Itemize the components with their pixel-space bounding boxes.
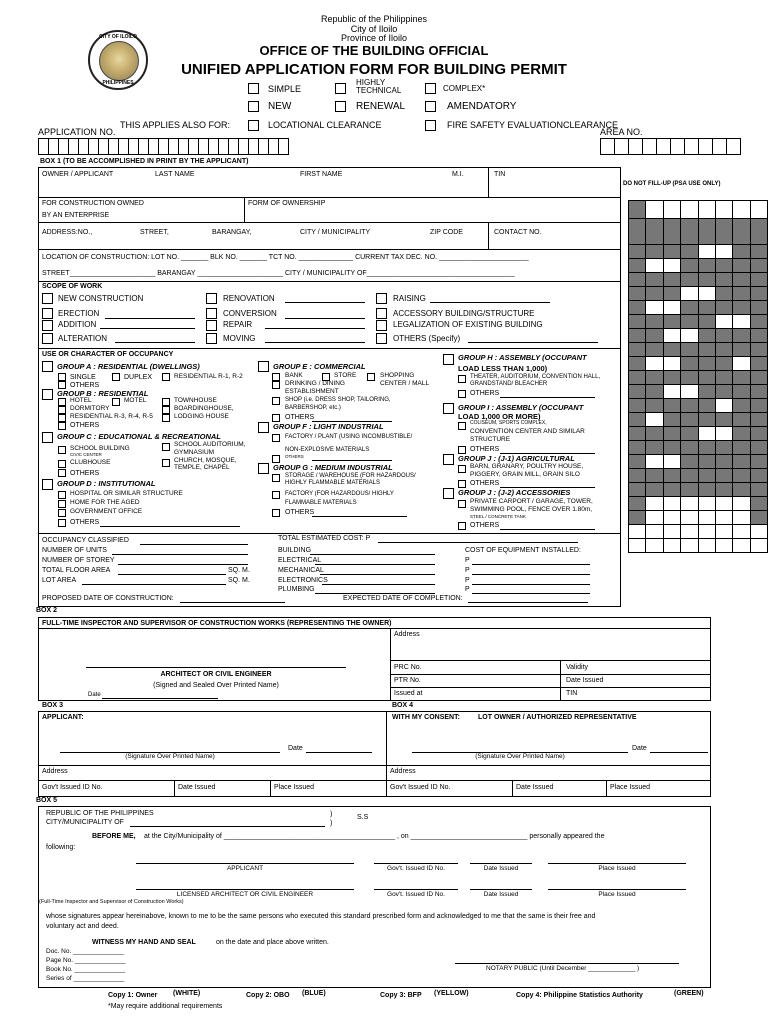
residential-r12-checkbox[interactable] bbox=[162, 373, 170, 381]
box3-signature-label: (Signature Over Printed Name) bbox=[125, 753, 215, 760]
convention-label: CONVENTION CENTER AND SIMILAR bbox=[470, 428, 585, 435]
boardinghouse-label: BOARDINGHOUSE, bbox=[174, 405, 234, 412]
temple-label: TEMPLE, CHAPEL bbox=[174, 464, 230, 471]
box5-place-issued-label-1: Place Issued bbox=[598, 865, 636, 872]
group-j2-others-label: OTHERS bbox=[470, 522, 500, 529]
conversion-checkbox[interactable] bbox=[206, 308, 217, 319]
gymnasium-label: GYMNASIUM bbox=[174, 449, 215, 456]
renovation-label: RENOVATION bbox=[223, 294, 275, 303]
floor-area-sqm: SQ. M. bbox=[228, 567, 250, 574]
legalization-label: LEGALIZATION OF EXISTING BUILDING bbox=[393, 320, 543, 329]
group-j2-label: GROUP J : (J-2) ACCESSORIES bbox=[458, 488, 571, 497]
flammable-label: FLAMMABLE MATERIALS bbox=[285, 500, 357, 506]
area-no-label: AREA NO. bbox=[600, 127, 643, 137]
complex-checkbox[interactable] bbox=[425, 83, 436, 94]
group-a-others-label: OTHERS bbox=[70, 382, 100, 389]
group-j1-others-checkbox[interactable] bbox=[458, 480, 466, 488]
group-g-checkbox[interactable] bbox=[258, 463, 269, 474]
highly-technical-checkbox[interactable] bbox=[335, 83, 346, 94]
factory-plant-checkbox[interactable] bbox=[272, 434, 280, 442]
renewal-checkbox[interactable] bbox=[335, 101, 346, 112]
carport-checkbox[interactable] bbox=[458, 500, 466, 508]
voluntary-text: voluntary act and deed. bbox=[46, 923, 119, 930]
group-e-others-label: OTHERS bbox=[285, 414, 315, 421]
copy1-color: (WHITE) bbox=[173, 990, 201, 997]
box4-label: BOX 4 bbox=[392, 702, 414, 709]
box5-date-issued-label-1: Date Issued bbox=[483, 865, 519, 872]
residential-r345-checkbox[interactable] bbox=[58, 414, 66, 422]
load-1000-label: LOAD 1,000 OR MORE) bbox=[458, 412, 541, 421]
copy2-label: Copy 2: OBO bbox=[246, 992, 290, 999]
city-municipality-label: CITY / MUNICIPALITY bbox=[300, 229, 371, 236]
equipment-p2: P bbox=[465, 567, 470, 574]
box5-label: BOX 5 bbox=[36, 797, 58, 804]
alteration-label: ALTERATION bbox=[58, 334, 108, 343]
barn-label: BARN, GRANARY, POULTRY HOUSE, bbox=[470, 463, 584, 470]
box5-govt-id-label-2: Gov't. Issued ID No. bbox=[387, 891, 445, 898]
group-j1-checkbox[interactable] bbox=[443, 454, 454, 465]
architect-label: ARCHITECT OR CIVIL ENGINEER bbox=[160, 671, 272, 678]
single-checkbox[interactable] bbox=[58, 373, 66, 381]
copy4-label: Copy 4: Philippine Statistics Authority bbox=[516, 992, 643, 999]
less-than-1000-label: LOAD LESS THAN 1,000) bbox=[458, 364, 548, 373]
additional-requirements-note: *May require additional requirements bbox=[108, 1003, 223, 1010]
boardinghouse-checkbox[interactable] bbox=[162, 406, 170, 414]
group-c-others-label: OTHERS bbox=[70, 470, 100, 477]
by-enterprise-label: BY AN ENTERPRISE bbox=[42, 212, 110, 219]
group-d-label: GROUP D : INSTITUTIONAL bbox=[57, 479, 156, 488]
group-i-others-checkbox[interactable] bbox=[458, 446, 466, 454]
amendatory-label: AMENDATORY bbox=[447, 101, 517, 112]
hotel-label: HOTEL bbox=[70, 397, 92, 404]
steel-tank-label: STEEL / CONCRETE TANK bbox=[470, 514, 526, 519]
applies-also-label: THIS APPLIES ALSO FOR: bbox=[120, 120, 231, 130]
hospital-label: HOSPITAL OR SIMILAR STRUCTURE bbox=[70, 490, 183, 497]
box5-place-issued-label-2: Place Issued bbox=[598, 891, 636, 898]
storage-label: STORAGE / WAREHOUSE (FOR HAZARDOUS/ bbox=[285, 473, 416, 479]
conversion-label: CONVERSION bbox=[223, 309, 277, 318]
group-i-others-label: OTHERS bbox=[470, 446, 500, 453]
school-auditorium-label: SCHOOL AUDITORIUM, bbox=[174, 441, 246, 448]
box5-paren2: ) bbox=[330, 820, 333, 827]
clubhouse-label: CLUBHOUSE bbox=[70, 459, 111, 466]
raising-checkbox[interactable] bbox=[376, 293, 387, 304]
school-building-checkbox[interactable] bbox=[58, 446, 66, 454]
shopping-label: SHOPPING bbox=[380, 372, 415, 379]
amendatory-checkbox[interactable] bbox=[425, 101, 436, 112]
grandstand-label: GRANDSTAND/ BLEACHER bbox=[470, 381, 548, 387]
single-label: SINGLE bbox=[70, 374, 96, 381]
theater-label: THEATER, AUDITORIUM, CONVENTION HALL, bbox=[470, 374, 601, 380]
group-b-others-checkbox[interactable] bbox=[58, 422, 66, 430]
ptr-no-label: PTR No. bbox=[394, 677, 421, 684]
shopping-checkbox[interactable] bbox=[367, 373, 375, 381]
home-aged-checkbox[interactable] bbox=[58, 500, 66, 508]
clubhouse-checkbox[interactable] bbox=[58, 460, 66, 468]
legalization-checkbox[interactable] bbox=[376, 320, 387, 331]
erection-checkbox[interactable] bbox=[42, 308, 53, 319]
new-construction-checkbox[interactable] bbox=[42, 293, 53, 304]
box5-applicant-label: APPLICANT bbox=[226, 865, 264, 872]
seal-top-text: CITY OF ILOILO bbox=[99, 34, 137, 40]
copy4-color: (GREEN) bbox=[674, 990, 704, 997]
copy1-label: Copy 1: Owner bbox=[108, 992, 158, 999]
electrical-label: ELECTRICAL bbox=[278, 557, 322, 564]
coliseum-checkbox[interactable] bbox=[458, 422, 466, 430]
group-f-others-label: OTHERS bbox=[285, 454, 304, 459]
box5-republic: REPUBLIC OF THE PHILIPPINES bbox=[46, 810, 154, 817]
total-cost-label: TOTAL ESTIMATED COST: P bbox=[278, 535, 371, 542]
prc-no-label: PRC No. bbox=[394, 664, 422, 671]
validity-label: Validity bbox=[566, 664, 589, 671]
box2-date-issued-label: Date Issued bbox=[566, 677, 604, 684]
factory-hazardous-label: FACTORY (FOR HAZARDOUS/ HIGHLY bbox=[285, 491, 394, 497]
townhouse-checkbox[interactable] bbox=[162, 398, 170, 406]
group-d-others-checkbox[interactable] bbox=[58, 519, 66, 527]
scope-title: SCOPE OF WORK bbox=[42, 283, 103, 290]
erection-label: ERECTION bbox=[58, 309, 100, 318]
drinking-checkbox[interactable] bbox=[272, 381, 280, 389]
box3-govt-id-label: Gov't Issued ID No. bbox=[42, 784, 103, 791]
group-j1-label: GROUP J : (J-1) AGRICULTURAL bbox=[458, 454, 575, 463]
motel-checkbox[interactable] bbox=[112, 398, 120, 406]
box2-date-label: Date bbox=[88, 692, 101, 698]
locational-checkbox[interactable] bbox=[248, 120, 259, 131]
duplex-label: DUPLEX bbox=[124, 374, 153, 381]
for-construction-label: FOR CONSTRUCTION OWNED bbox=[42, 200, 144, 207]
location-line2: STREET______________________ BARANGAY ______________________ CITY / MUNICIPALITY OF______________________________________ bbox=[42, 270, 515, 277]
group-i-checkbox[interactable] bbox=[443, 403, 454, 414]
psa-grid bbox=[628, 200, 768, 553]
group-e-label: GROUP E : COMMERCIAL bbox=[273, 362, 366, 371]
box5-paren1: ) bbox=[330, 811, 333, 818]
repair-checkbox[interactable] bbox=[206, 320, 217, 331]
civic-center-label: CIVIC CENTER bbox=[70, 452, 102, 457]
theater-checkbox[interactable] bbox=[458, 375, 466, 383]
highly-technical-label: HIGHLY TECHNICAL bbox=[356, 78, 402, 96]
equipment-p4: P bbox=[465, 586, 470, 593]
number-storey-label: NUMBER OF STOREY bbox=[42, 557, 115, 564]
equipment-p3: P bbox=[465, 577, 470, 584]
group-h-others-checkbox[interactable] bbox=[458, 390, 466, 398]
mechanical-label: MECHANICAL bbox=[278, 567, 324, 574]
box3-label: BOX 3 bbox=[42, 702, 64, 709]
establishment-label: ESTABLISHMENT bbox=[285, 388, 339, 395]
bank-label: BANK bbox=[285, 372, 303, 379]
hospital-checkbox[interactable] bbox=[58, 491, 66, 499]
addition-label: ADDITION bbox=[58, 320, 97, 329]
lot-area-sqm: SQ. M. bbox=[228, 577, 250, 584]
box4-signature-label: (Signature Over Printed Name) bbox=[475, 753, 565, 760]
shop-checkbox[interactable] bbox=[272, 397, 280, 405]
full-time-inspector-label: (Full-Time Inspector and Supervisor of Construction Works) bbox=[39, 899, 184, 905]
group-b-label: GROUP B : RESIDENTIAL bbox=[57, 389, 149, 398]
signed-sealed-label: (Signed and Sealed Over Printed Name) bbox=[153, 682, 279, 689]
fire-safety-label: FIRE SAFETY EVALUATIONCLEARANCE bbox=[447, 120, 619, 130]
mi-label: M.I. bbox=[452, 171, 464, 178]
store-label: STORE bbox=[334, 372, 357, 379]
occupancy-classified-label: OCCUPANCY CLASSIFIED bbox=[42, 537, 129, 544]
application-no-boxes[interactable] bbox=[38, 138, 289, 155]
group-g-others-label: OTHERS bbox=[285, 509, 315, 516]
application-no-label: APPLICATION NO. bbox=[38, 127, 116, 137]
box4-date-label: Date bbox=[632, 745, 647, 752]
moving-checkbox[interactable] bbox=[206, 333, 217, 344]
moving-label: MOVING bbox=[223, 334, 256, 343]
others-specify-label: OTHERS (Specify) bbox=[393, 334, 461, 343]
address-no-label: ADDRESS:NO., bbox=[42, 229, 93, 236]
equipment-cost-label: COST OF EQUIPMENT INSTALLED: bbox=[465, 547, 581, 554]
church-label: CHURCH, MOSQUE, bbox=[174, 457, 237, 464]
new-label: NEW bbox=[268, 101, 292, 112]
expected-date-label: EXPECTED DATE OF COMPLETION: bbox=[343, 595, 463, 602]
bank-checkbox[interactable] bbox=[272, 373, 280, 381]
first-name-label: FIRST NAME bbox=[300, 171, 343, 178]
licensed-architect-label: LICENSED ARCHITECT OR CIVIL ENGINEER bbox=[176, 891, 314, 898]
renovation-checkbox[interactable] bbox=[206, 293, 217, 304]
carport-label: PRIVATE CARPORT / GARAGE, TOWER, bbox=[470, 498, 593, 505]
before-me-text: at the City/Municipality of ____________________________________________ , on ______________________________ personally appeared the bbox=[144, 833, 605, 840]
header-office: OFFICE OF THE BUILDING OFFICIAL bbox=[259, 43, 489, 58]
seal-bottom-text: PHILIPPINES bbox=[102, 80, 134, 86]
form-ownership-label: FORM OF OWNERSHIP bbox=[248, 200, 326, 207]
building-label: BUILDING bbox=[278, 547, 312, 554]
box5-govt-id-label-1: Gov't. Issued ID No. bbox=[387, 865, 445, 872]
group-c-others-checkbox[interactable] bbox=[58, 469, 66, 477]
group-d-others-label: OTHERS bbox=[70, 519, 100, 526]
motel-label: MOTEL bbox=[124, 397, 147, 404]
group-j2-checkbox[interactable] bbox=[443, 488, 454, 499]
coliseum-label: COLISEUM, SPORTS COMPLEX, bbox=[470, 420, 547, 426]
group-g-others-checkbox[interactable] bbox=[272, 509, 280, 517]
owner-applicant-label: OWNER / APPLICANT bbox=[42, 171, 114, 178]
barangay-label: BARANGAY, bbox=[212, 229, 252, 236]
dormitory-checkbox[interactable] bbox=[58, 406, 66, 414]
lot-owner-label: LOT OWNER / AUTHORIZED REPRESENTATIVE bbox=[478, 714, 637, 721]
occupancy-title: USE OR CHARACTER OF OCCUPANCY bbox=[42, 351, 174, 358]
government-office-label: GOVERNMENT OFFICE bbox=[70, 508, 143, 515]
zip-code-label: ZIP CODE bbox=[430, 229, 463, 236]
group-a-checkbox[interactable] bbox=[42, 361, 53, 372]
group-b-checkbox[interactable] bbox=[42, 389, 53, 400]
residential-r12-label: RESIDENTIAL R-1, R-2 bbox=[174, 373, 243, 380]
accessory-label: ACCESSORY BUILDING/STRUCTURE bbox=[393, 309, 535, 318]
storage-checkbox[interactable] bbox=[272, 474, 280, 482]
box3-place-issued-label: Place Issued bbox=[274, 784, 315, 791]
box2-address-label: Address bbox=[394, 631, 420, 638]
group-e-checkbox[interactable] bbox=[258, 361, 269, 372]
box5-city: CITY/MUNICIPALITY OF bbox=[46, 819, 124, 826]
townhouse-label: TOWNHOUSE bbox=[174, 397, 217, 404]
box3-address-label: Address bbox=[42, 768, 68, 775]
tin-label: TIN bbox=[494, 171, 506, 178]
barbershop-label: BARBERSHOP, etc.) bbox=[285, 405, 341, 411]
box2-title: FULL-TIME INSPECTOR AND SUPERVISOR OF CONSTRUCTION WORKS (REPRESENTING THE OWNER) bbox=[42, 620, 392, 627]
piggery-label: PIGGERY, GRAIN MILL, GRAIN SILO bbox=[470, 471, 580, 478]
dormitory-label: DORMITORY bbox=[70, 405, 110, 412]
doc-no-label: Doc. No. ______________ bbox=[46, 948, 124, 955]
non-explosive-label: NON-EXPLOSIVE MATERIALS bbox=[285, 447, 370, 453]
plumbing-label: PLUMBING bbox=[278, 586, 315, 593]
box2-tin-label: TIN bbox=[566, 690, 578, 697]
group-i-label: GROUP I : ASSEMBLY (OCCUPANT bbox=[458, 403, 584, 412]
factory-plant-label: FACTORY / PLANT (USING INCOMBUSTIBLE/ bbox=[285, 434, 413, 440]
box4-date-issued-label: Date Issued bbox=[516, 784, 554, 791]
new-construction-label: NEW CONSTRUCTION bbox=[58, 294, 144, 303]
seal-emblem bbox=[99, 41, 139, 81]
center-mall-label: CENTER / MALL bbox=[380, 380, 430, 387]
government-office-checkbox[interactable] bbox=[58, 509, 66, 517]
swimming-label: SWIMMING POOL, FENCE OVER 1.80m, bbox=[470, 506, 593, 513]
group-f-label: GROUP F : LIGHT INDUSTRIAL bbox=[273, 422, 384, 431]
issued-at-label: Issued at bbox=[394, 690, 423, 697]
proposed-date-label: PROPOSED DATE OF CONSTRUCTION: bbox=[42, 595, 174, 602]
locational-label: LOCATIONAL CLEARANCE bbox=[268, 120, 382, 130]
box5-ss: S.S bbox=[357, 814, 369, 821]
fire-safety-checkbox[interactable] bbox=[425, 120, 436, 131]
school-building-label: SCHOOL BUILDING bbox=[70, 445, 130, 452]
group-b-others-label: OTHERS bbox=[70, 422, 100, 429]
simple-label: SIMPLE bbox=[268, 84, 302, 94]
lodging-label: LODGING HOUSE bbox=[174, 413, 229, 420]
contact-no-label: CONTACT NO. bbox=[494, 229, 542, 236]
header-republic: Republic of the Philippines bbox=[320, 14, 428, 24]
drinking-label: DRINKING / DINING bbox=[285, 380, 345, 387]
notary-public-label: NOTARY PUBLIC (Until December _____________ ) bbox=[486, 965, 640, 972]
complex-label: COMPLEX* bbox=[443, 84, 486, 93]
total-floor-area-label: TOTAL FLOOR AREA bbox=[42, 567, 111, 574]
addition-checkbox[interactable] bbox=[42, 320, 53, 331]
form-title: UNIFIED APPLICATION FORM FOR BUILDING PERMIT bbox=[181, 61, 567, 78]
accessory-checkbox[interactable] bbox=[376, 308, 387, 319]
group-a-label: GROUP A : RESIDENTIAL (DWELLINGS) bbox=[57, 362, 200, 371]
duplex-checkbox[interactable] bbox=[112, 373, 120, 381]
copy3-label: Copy 3: BFP bbox=[380, 992, 422, 999]
renewal-label: RENEWAL bbox=[356, 101, 406, 112]
group-f-checkbox[interactable] bbox=[258, 422, 269, 433]
box4-govt-id-label: Gov't Issued ID No. bbox=[390, 784, 451, 791]
alteration-checkbox[interactable] bbox=[42, 333, 53, 344]
group-e-others-checkbox[interactable] bbox=[272, 414, 280, 422]
electronics-label: ELECTRONICS bbox=[278, 577, 328, 584]
group-h-checkbox[interactable] bbox=[443, 354, 454, 365]
before-me-label: BEFORE ME, bbox=[92, 833, 136, 840]
street-label: STREET, bbox=[140, 229, 169, 236]
equipment-p1: P bbox=[465, 557, 470, 564]
following-label: following: bbox=[46, 844, 76, 851]
group-j2-others-checkbox[interactable] bbox=[458, 522, 466, 530]
barn-checkbox[interactable] bbox=[458, 465, 466, 473]
box4-address-label: Address bbox=[390, 768, 416, 775]
last-name-label: LAST NAME bbox=[155, 171, 195, 178]
factory-hazardous-checkbox[interactable] bbox=[272, 491, 280, 499]
psa-use-only-label: DO NOT FILL-UP (PSA USE ONLY) bbox=[623, 181, 721, 187]
box3-date-issued-label: Date Issued bbox=[178, 784, 216, 791]
witness-label: WITNESS MY HAND AND SEAL bbox=[92, 939, 196, 946]
header-city: City of Iloilo bbox=[350, 24, 398, 34]
group-h-others-label: OTHERS bbox=[470, 390, 500, 397]
church-checkbox[interactable] bbox=[162, 459, 170, 467]
lot-area-label: LOT AREA bbox=[42, 577, 77, 584]
lodging-checkbox[interactable] bbox=[162, 414, 170, 422]
box2-label: BOX 2 bbox=[36, 607, 58, 614]
group-c-label: GROUP C : EDUCATIONAL & RECREATIONAL bbox=[57, 432, 221, 441]
new-checkbox[interactable] bbox=[248, 101, 259, 112]
consent-label: WITH MY CONSENT: bbox=[392, 714, 460, 721]
group-d-checkbox[interactable] bbox=[42, 479, 53, 490]
city-seal-logo bbox=[88, 30, 148, 90]
simple-checkbox[interactable] bbox=[248, 83, 259, 94]
school-auditorium-checkbox[interactable] bbox=[162, 443, 170, 451]
location-line1: LOCATION OF CONSTRUCTION: LOT NO. _______ BLK NO. _______ TCT NO. ______________ CURRENT TAX DEC. NO. _______________________ bbox=[42, 254, 529, 261]
group-h-label: GROUP H : ASSEMBLY (OCCUPANT bbox=[458, 353, 587, 362]
group-f-others-checkbox[interactable] bbox=[272, 455, 280, 463]
structure-label: STRUCTURE bbox=[470, 436, 511, 443]
header-province: Province of Iloilo bbox=[340, 33, 408, 43]
raising-label: RAISING bbox=[393, 294, 426, 303]
shop-label: SHOP (i.e. DRESS SHOP, TAILORING, bbox=[285, 397, 391, 403]
area-no-boxes[interactable] bbox=[600, 138, 741, 155]
group-a-others-checkbox[interactable] bbox=[58, 381, 66, 389]
witness-rest-text: on the date and place above written. bbox=[216, 939, 329, 946]
book-no-label: Book No. ______________ bbox=[46, 966, 126, 973]
group-g-label: GROUP G : MEDIUM INDUSTRIAL bbox=[273, 463, 393, 472]
residential-r345-label: RESIDENTIAL R-3, R-4, R-5 bbox=[70, 413, 153, 420]
page-no-label: Page No. ______________ bbox=[46, 957, 126, 964]
repair-label: REPAIR bbox=[223, 320, 253, 329]
group-j1-others-label: OTHERS bbox=[470, 480, 500, 487]
group-c-checkbox[interactable] bbox=[42, 432, 53, 443]
box3-date-label: Date bbox=[288, 745, 303, 752]
box1-title: BOX 1 (TO BE ACCOMPLISHED IN PRINT BY THE APPLICANT) bbox=[40, 158, 249, 165]
hotel-checkbox[interactable] bbox=[58, 398, 66, 406]
copy3-color: (YELLOW) bbox=[434, 990, 469, 997]
highly-flammable-label: HIGHLY FLAMMABLE MATERIALS bbox=[285, 480, 381, 486]
copy2-color: (BLUE) bbox=[302, 990, 326, 997]
applicant-label: APPLICANT: bbox=[42, 714, 84, 721]
box5-date-issued-label-2: Date Issued bbox=[483, 891, 519, 898]
others-specify-checkbox[interactable] bbox=[376, 333, 387, 344]
box4-place-issued-label: Place Issued bbox=[610, 784, 651, 791]
number-units-label: NUMBER OF UNITS bbox=[42, 547, 107, 554]
series-of-label: Series of ______________ bbox=[46, 975, 125, 982]
whose-signatures-text: whose signatures appear hereinabove, known to me to be the same persons who executed this standard prescribed form and acknowledged to me that the same is their free and bbox=[46, 913, 596, 920]
home-aged-label: HOME FOR THE AGED bbox=[70, 499, 140, 506]
